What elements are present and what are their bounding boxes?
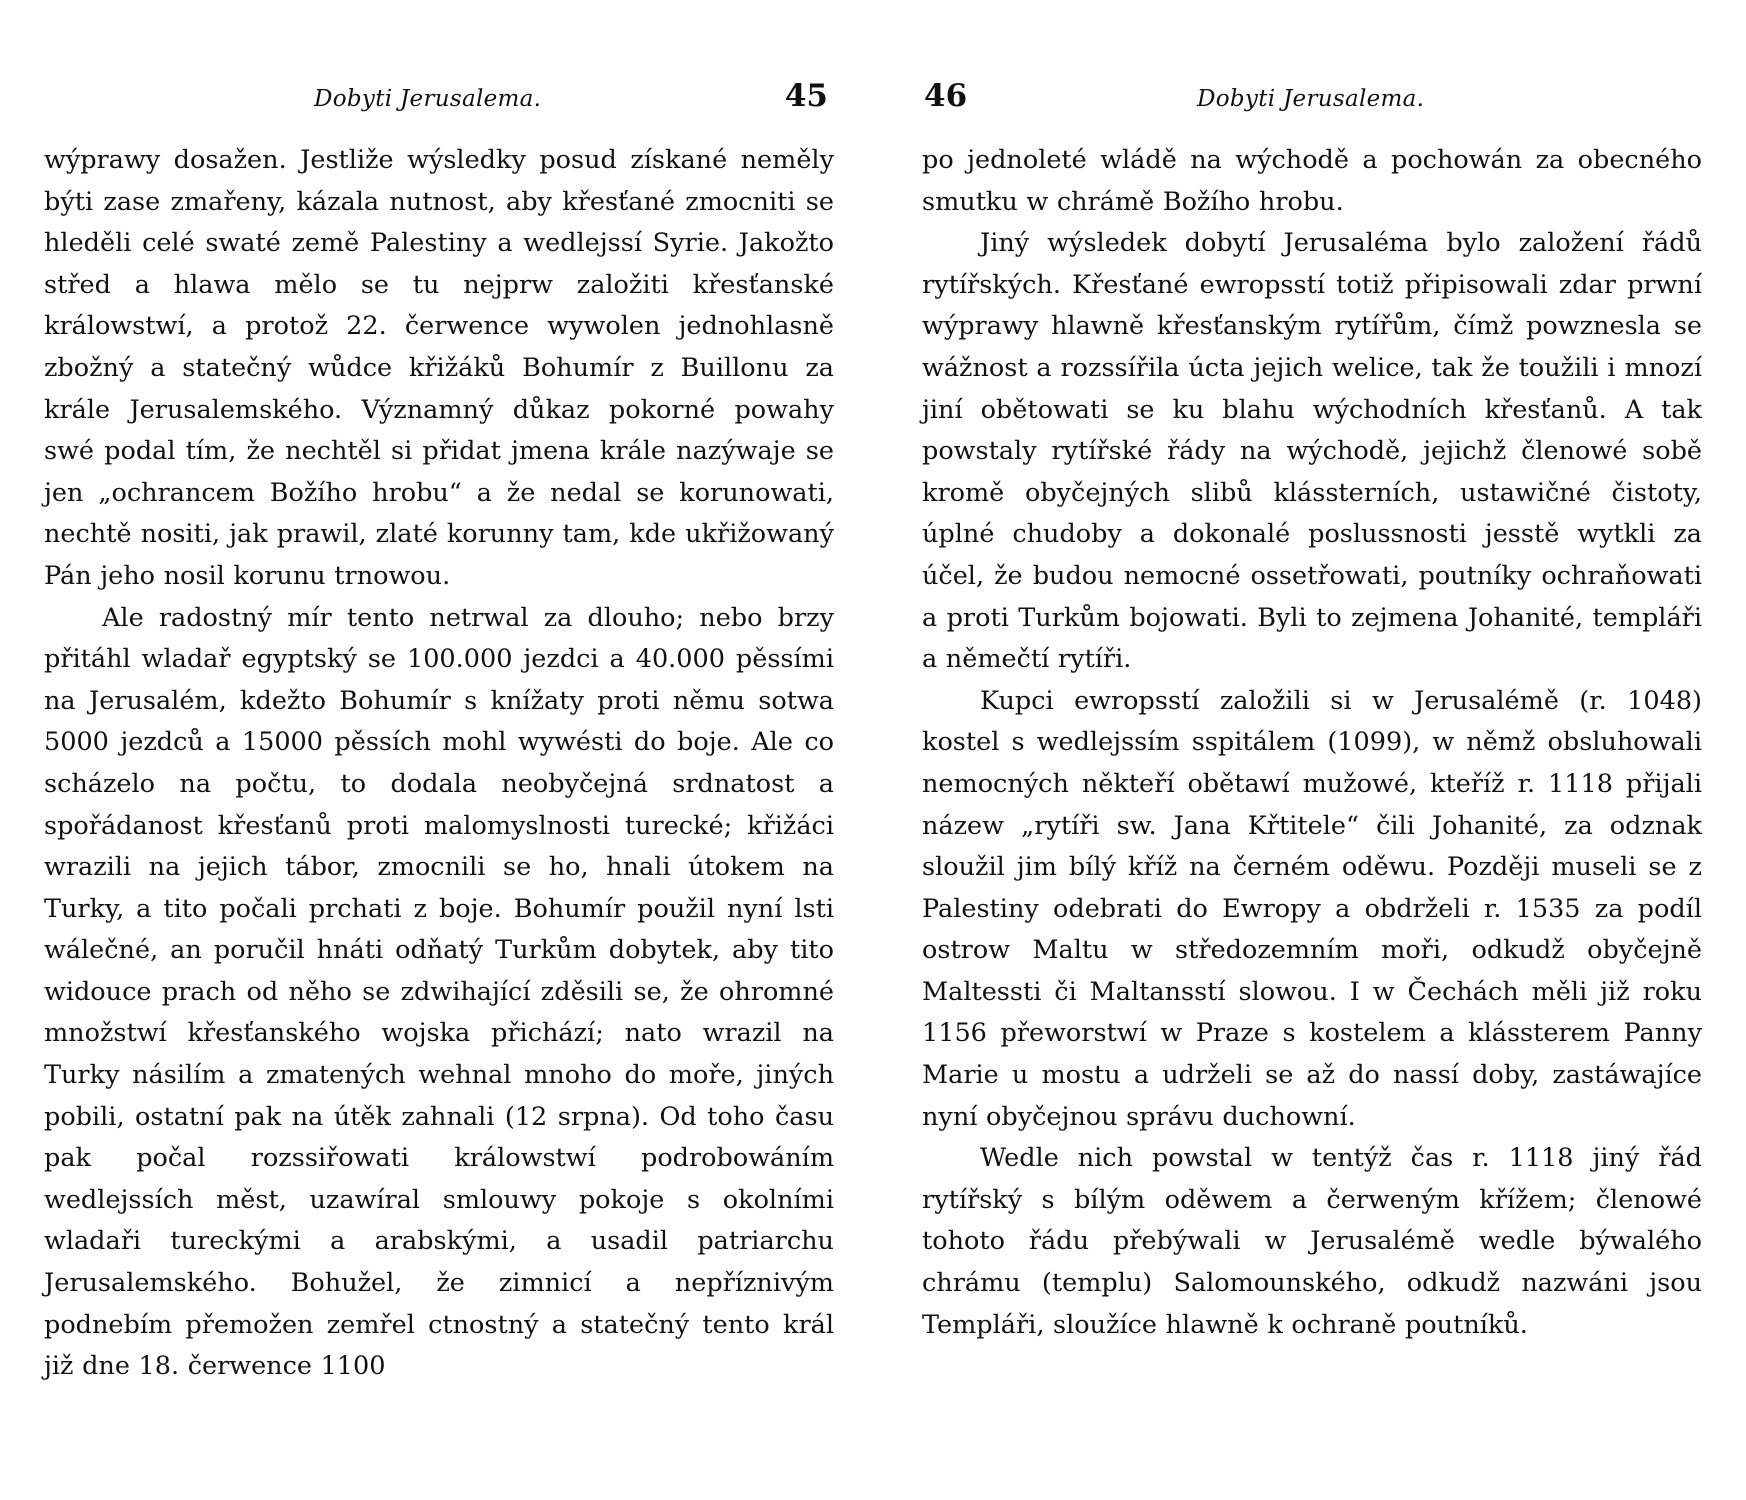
- left-page-header: [44, 78, 834, 118]
- right-page-header: [922, 78, 1702, 118]
- right-page-number: 46: [924, 78, 968, 114]
- right-running-title: Dobyti Jerusalema.: [1197, 86, 1425, 112]
- left-running-title: Dobyti Jerusalema.: [314, 86, 542, 112]
- paragraph: Kupci ewropsstí založili si w Jerusalémě (r. 1048) kostel s wedlejssím sspitálem (1099), w němž obsluhowali nemocných někteří obětawí mužowé, kteříž r. 1118 přijali názew „rytíři sw. Jana Křtitele“ čili Johanité, za odznak sloužil jim bílý kříž na černém oděwu. Později museli se z Palestiny odebrati do Ewropy a obdrželi r. 1535 za podíl ostrow Maltu w středozemním moři, odkudž obyčejně Maltessti či Maltansstí slowou. I w Čechách měli již roku 1156 přeworstwí w Praze s kostelem a klássterem Panny Marie u mostu a udrželi se až do nassí doby, zastáwajíce nyní obyčejnou správu duchowní.: [922, 685, 1702, 1132]
- right-page: [922, 0, 1702, 1500]
- right-page-body: [922, 140, 1702, 1346]
- paragraph: po jednoleté wládě na wýchodě a pochowán za obecného smutku w chrámě Božího hrobu.: [922, 145, 1702, 217]
- left-page: [44, 0, 834, 1500]
- paragraph: Ale radostný mír tento netrwal za dlouho; nebo brzy přitáhl wladař egyptský se 100.000 jezdci a 40.000 pěssími na Jerusalém, kdežto Bohumír s knížaty proti němu sotwa 5000 jezdců a 15000 pěssích mohl wywésti do boje. Ale co scházelo na počtu, to dodala neobyčejná srdnatost a spořádanost křesťanů proti malomyslnosti turecké; křižáci wrazili na jejich tábor, zmocnili se ho, hnali útokem na Turky, a tito počali prchati z boje. Bohumír použil nyní lsti wálečné, an poručil hnáti odňatý Turkům dobytek, aby tito widouce prach od něho se zdwihající zděsili se, že ohromné množstwí křesťanského wojska přichází; nato wrazil na Turky násilím a zmatených wehnal mnoho do moře, jiných pobili, ostatní pak na útěk zahnali (12 srpna). Od toho času pak počal rozssiřowati králowstwí podrobowáním wedlejssích měst, uzawíral smlouwy pokoje s okolními wladaři tureckými a arabskými, a usadil patriarchu Jerusalemského. Bohužel, že zimnicí a nepříznivým podnebím přemožen zemřel ctnostný a statečný tento král již dne 18. čerwence 1100: [44, 602, 834, 1382]
- paragraph: Jiný wýsledek dobytí Jerusaléma bylo založení řádů rytířských. Křesťané ewropsstí totiž připisowali zdar prwní wýprawy hlawně křesťanským rytířům, čímž powznesla se wážnost a rozssířila úcta jejich welice, tak že toužili i mnozí jiní obětowati se ku blahu wýchodních křesťanů. A tak powstaly rytířské řády na wýchodě, jejichž členowé sobě kromě obyčejných slibů klássterních, ustawičné čistoty, úplné chudoby a dokonalé poslussnosti jesstě wytkli za účel, že budou nemocné ossetřowati, poutníky ochraňowati a proti Turkům bojowati. Byli to zejmena Johanité, templáři a němečtí rytíři.: [922, 228, 1702, 675]
- left-page-number: 45: [784, 78, 828, 114]
- left-page-body: [44, 140, 834, 1388]
- paragraph: wýprawy dosažen. Jestliže wýsledky posud získané neměly býti zase zmařeny, kázala nutnost, aby křesťané zmocniti se hleděli celé swaté země Palestiny a wedlejssí Syrie. Jakožto střed a hlawa mělo se tu nejprw založiti křesťanské králowstwí, a protož 22. čerwence wywolen jednohlasně zbožný a statečný wůdce křižáků Bohumír z Buillonu za krále Jerusalemského. Významný důkaz pokorné powahy swé podal tím, že nechtěl si přidat jmena krále nazýwaje se jen „ochrancem Božího hrobu“ a že nedal se korunowati, nechtě nositi, jak prawil, zlaté korunny tam, kde ukřižowaný Pán jeho nosil korunu trnowou.: [44, 145, 834, 591]
- paragraph: Wedle nich powstal w tentýž čas r. 1118 jiný řád rytířský s bílým oděwem a čerweným křížem; členowé tohoto řádu přebýwali w Jerusalémě wedle býwalého chrámu (templu) Salomounského, odkudž nazwáni jsou Templáři, sloužíce hlawně k ochraně poutníků.: [922, 1143, 1702, 1340]
